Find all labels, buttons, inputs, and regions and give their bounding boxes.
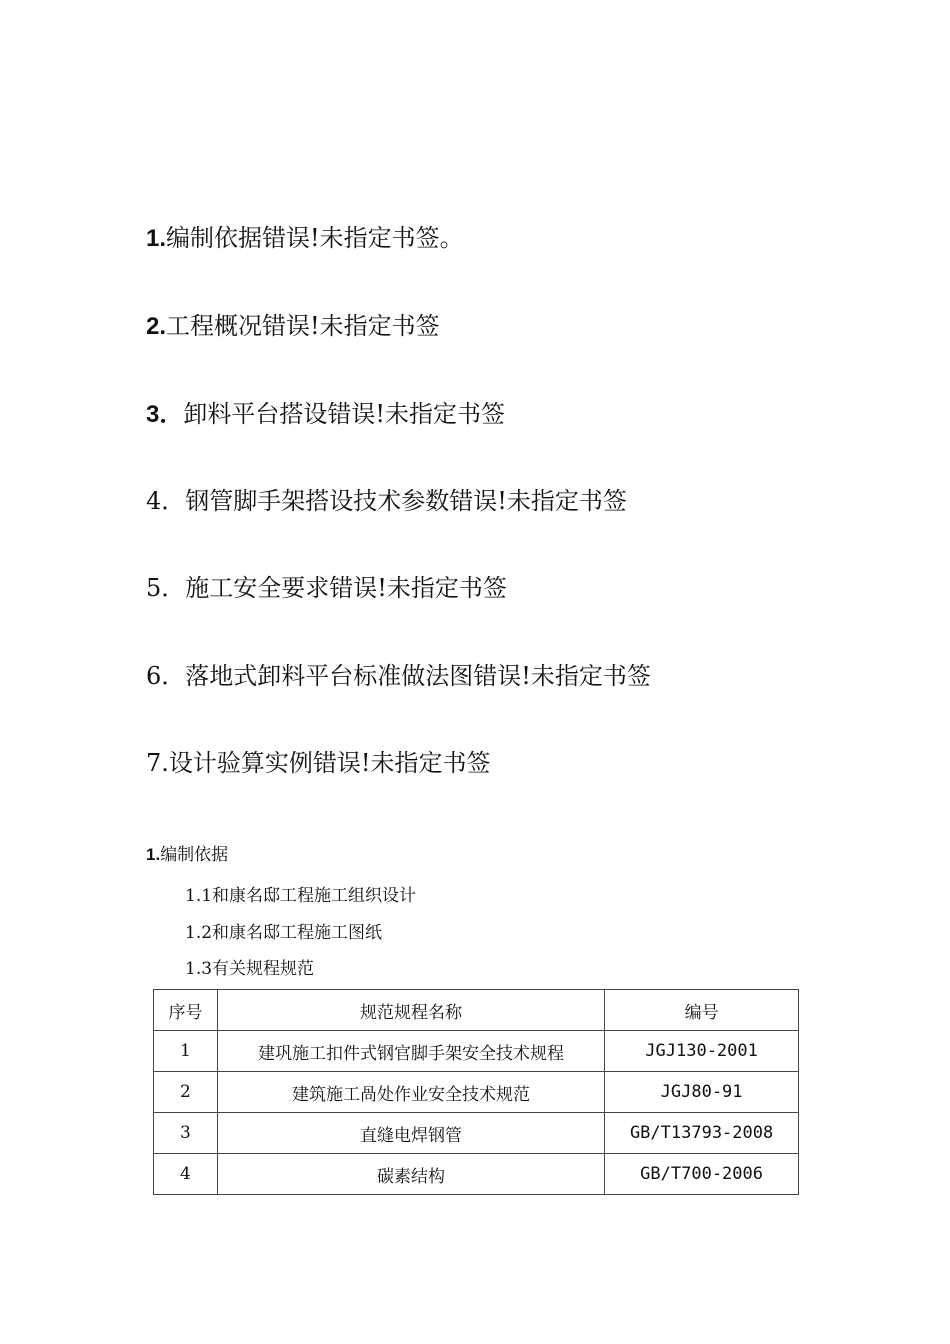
- cell-index: 2: [154, 1072, 218, 1113]
- table-row: [154, 1113, 799, 1154]
- cell-name: 碳素结构: [217, 1154, 604, 1195]
- table-header-row: [154, 990, 799, 1031]
- cell-name: 建筑施工咼处作业安全技术规范: [217, 1072, 604, 1113]
- cell-name: 直缝电焊钢管: [217, 1113, 604, 1154]
- cell-index: 4: [154, 1154, 218, 1195]
- cell-code: GB/T13793-2008: [605, 1113, 799, 1154]
- toc-text: 卸料平台搭设错误!未指定书签: [183, 400, 506, 428]
- table-row: [154, 1072, 799, 1113]
- toc-text: 编制依据错误!未指定书签。: [166, 224, 464, 252]
- sub-item-1-1: 1.1和康名邸工程施工组织设计: [185, 886, 417, 906]
- toc-text: 钢管脚手架搭设技术参数错误!未指定书签: [185, 487, 627, 515]
- toc-item-5[interactable]: [146, 573, 507, 603]
- toc-number: 6．: [146, 662, 186, 690]
- header-name: 规范规程名称: [217, 990, 604, 1031]
- cell-index: 3: [154, 1113, 218, 1154]
- toc-number: 3．: [146, 401, 184, 428]
- toc-number: 7.: [146, 749, 169, 777]
- cell-code: GB/T700-2006: [605, 1154, 799, 1195]
- section-title: 编制依据: [160, 845, 229, 865]
- sub-item-1-2: 1.2和康名邸工程施工图纸: [185, 923, 383, 943]
- section-number: 1.: [146, 845, 161, 864]
- table-row: [154, 1154, 799, 1195]
- cell-name: 建巩施工扣件式钢官脚手架安全技术规程: [217, 1031, 604, 1072]
- toc-number: 2.: [146, 313, 167, 340]
- toc-number: 1.: [146, 225, 167, 252]
- cell-code: JGJ80-91: [605, 1072, 799, 1113]
- section-heading: [146, 843, 228, 867]
- sub-item-1-3: 1.3有关规程规范: [185, 959, 315, 979]
- header-index: 序号: [154, 990, 218, 1031]
- toc-number: 5．: [146, 574, 186, 602]
- toc-item-7[interactable]: [146, 748, 491, 778]
- toc-number: 4．: [146, 487, 186, 515]
- standards-table: [153, 989, 799, 1195]
- toc-text: 设计验算实例错误!未指定书签: [168, 749, 491, 777]
- cell-index: 1: [154, 1031, 218, 1072]
- table-row: [154, 1031, 799, 1072]
- toc-text: 工程概况错误!未指定书签: [166, 312, 440, 340]
- header-code: 编号: [605, 990, 799, 1031]
- toc-text: 施工安全要求错误!未指定书签: [185, 574, 507, 602]
- toc-text: 落地式卸料平台标准做法图错误!未指定书签: [185, 662, 651, 690]
- toc-item-3[interactable]: [146, 399, 505, 430]
- cell-code: JGJ130-2001: [605, 1031, 799, 1072]
- toc-item-4[interactable]: [146, 486, 627, 516]
- toc-item-1[interactable]: [146, 223, 464, 254]
- toc-item-6[interactable]: [146, 661, 651, 691]
- toc-item-2[interactable]: [146, 311, 440, 342]
